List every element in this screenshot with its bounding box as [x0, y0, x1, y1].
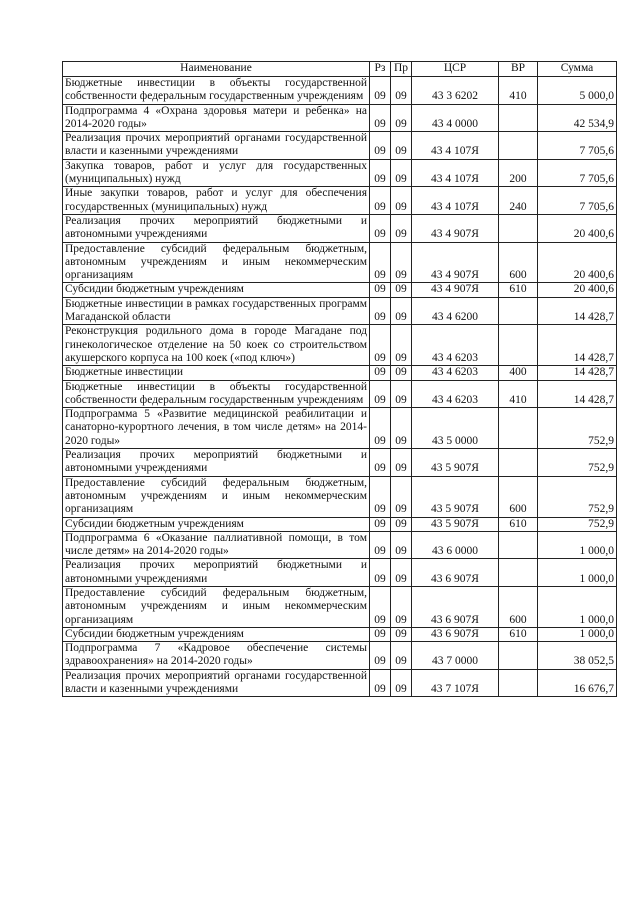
cell-csr: 43 3 6202: [412, 77, 499, 105]
cell-sum: 1 000,0: [538, 586, 617, 627]
cell-csr: 43 5 907Я: [412, 449, 499, 477]
cell-name: Реконструкция родильного дома в городе Магадане под гинекологическое отделение на 50 коек со строительством акушерского корпуса на 100 коек («под ключ»): [63, 325, 370, 366]
cell-name: Предоставление субсидий федеральным бюджетным, автономным учреждениям и иным некоммерческим организациям: [63, 586, 370, 627]
cell-pr: 09: [391, 627, 412, 641]
cell-sum: 1 000,0: [538, 531, 617, 559]
cell-name: Бюджетные инвестиции в рамках государственных программ Магаданской области: [63, 297, 370, 325]
cell-rz: 09: [370, 531, 391, 559]
table-row: [63, 559, 617, 587]
cell-pr: 09: [391, 517, 412, 531]
cell-csr: 43 6 907Я: [412, 559, 499, 587]
cell-pr: 09: [391, 159, 412, 187]
table-row: [63, 531, 617, 559]
cell-name: Предоставление субсидий федеральным бюджетным, автономным учреждениям и иным некоммерческим организациям: [63, 242, 370, 283]
table-row: [63, 77, 617, 105]
cell-rz: 09: [370, 283, 391, 297]
cell-sum: 5 000,0: [538, 77, 617, 105]
cell-sum: 14 428,7: [538, 297, 617, 325]
cell-rz: 09: [370, 408, 391, 449]
cell-pr: 09: [391, 283, 412, 297]
cell-csr: 43 4 6203: [412, 325, 499, 366]
cell-name: Подпрограмма 7 «Кадровое обеспечение системы здравоохранения» на 2014-2020 годы»: [63, 642, 370, 670]
table-row: [63, 627, 617, 641]
cell-rz: 09: [370, 77, 391, 105]
cell-name: Подпрограмма 6 «Оказание паллиативной помощи, в том числе детям» на 2014-2020 годы»: [63, 531, 370, 559]
cell-rz: 09: [370, 159, 391, 187]
cell-csr: 43 4 6200: [412, 297, 499, 325]
header-rz: Рз: [370, 62, 391, 77]
cell-name: Бюджетные инвестиции: [63, 366, 370, 380]
cell-sum: 14 428,7: [538, 366, 617, 380]
cell-rz: 09: [370, 242, 391, 283]
cell-rz: 09: [370, 380, 391, 408]
cell-rz: 09: [370, 187, 391, 215]
cell-vr: 400: [499, 366, 538, 380]
cell-vr: 200: [499, 159, 538, 187]
cell-vr: 610: [499, 627, 538, 641]
cell-csr: 43 7 107Я: [412, 669, 499, 697]
cell-csr: 43 4 6203: [412, 380, 499, 408]
cell-sum: 752,9: [538, 408, 617, 449]
cell-name: Предоставление субсидий федеральным бюджетным, автономным учреждениям и иным некоммерческим организациям: [63, 476, 370, 517]
cell-vr: [499, 642, 538, 670]
cell-name: Реализация прочих мероприятий органами государственной власти и казенными учреждениями: [63, 669, 370, 697]
cell-sum: 7 705,6: [538, 159, 617, 187]
cell-vr: [499, 669, 538, 697]
cell-name: Подпрограмма 4 «Охрана здоровья матери и ребенка» на 2014-2020 годы»: [63, 104, 370, 132]
cell-csr: 43 6 907Я: [412, 586, 499, 627]
cell-sum: 752,9: [538, 517, 617, 531]
cell-sum: 20 400,6: [538, 214, 617, 242]
cell-pr: 09: [391, 242, 412, 283]
cell-name: Бюджетные инвестиции в объекты государственной собственности федеральным государственным учреждениям: [63, 77, 370, 105]
cell-sum: 14 428,7: [538, 325, 617, 366]
header-vr: ВР: [499, 62, 538, 77]
cell-rz: 09: [370, 669, 391, 697]
cell-pr: 09: [391, 531, 412, 559]
table-row: [63, 642, 617, 670]
cell-name: Иные закупки товаров, работ и услуг для обеспечения государственных (муниципальных) нужд: [63, 187, 370, 215]
cell-pr: 09: [391, 408, 412, 449]
header-csr: ЦСР: [412, 62, 499, 77]
table-header-row: [63, 62, 617, 77]
cell-vr: [499, 325, 538, 366]
cell-name: Бюджетные инвестиции в объекты государственной собственности федеральным государственным учреждениям: [63, 380, 370, 408]
cell-pr: 09: [391, 297, 412, 325]
cell-rz: 09: [370, 325, 391, 366]
cell-vr: 600: [499, 242, 538, 283]
cell-name: Закупка товаров, работ и услуг для государственных (муниципальных) нужд: [63, 159, 370, 187]
cell-csr: 43 4 107Я: [412, 132, 499, 160]
cell-csr: 43 4 907Я: [412, 283, 499, 297]
cell-vr: 600: [499, 476, 538, 517]
cell-rz: 09: [370, 104, 391, 132]
cell-name: Реализация прочих мероприятий органами государственной власти и казенными учреждениями: [63, 132, 370, 160]
cell-sum: 7 705,6: [538, 132, 617, 160]
cell-pr: 09: [391, 132, 412, 160]
cell-sum: 20 400,6: [538, 283, 617, 297]
cell-rz: 09: [370, 559, 391, 587]
table-row: [63, 517, 617, 531]
cell-vr: 240: [499, 187, 538, 215]
cell-rz: 09: [370, 517, 391, 531]
cell-csr: 43 5 907Я: [412, 517, 499, 531]
cell-pr: 09: [391, 586, 412, 627]
cell-rz: 09: [370, 627, 391, 641]
cell-csr: 43 4 907Я: [412, 242, 499, 283]
table-row: [63, 669, 617, 697]
cell-rz: 09: [370, 449, 391, 477]
table-row: [63, 408, 617, 449]
cell-csr: 43 5 907Я: [412, 476, 499, 517]
header-sum: Сумма: [538, 62, 617, 77]
header-name: Наименование: [63, 62, 370, 77]
cell-vr: [499, 297, 538, 325]
cell-rz: 09: [370, 642, 391, 670]
cell-pr: 09: [391, 669, 412, 697]
cell-name: Подпрограмма 5 «Развитие медицинской реабилитации и санаторно-курортного лечения, в том числе детям» на 2014-2020 годы»: [63, 408, 370, 449]
cell-rz: 09: [370, 476, 391, 517]
table-row: [63, 242, 617, 283]
cell-pr: 09: [391, 642, 412, 670]
cell-pr: 09: [391, 214, 412, 242]
cell-vr: 610: [499, 517, 538, 531]
cell-pr: 09: [391, 366, 412, 380]
cell-pr: 09: [391, 187, 412, 215]
table-row: [63, 214, 617, 242]
cell-name: Субсидии бюджетным учреждениям: [63, 627, 370, 641]
cell-name: Реализация прочих мероприятий бюджетными и автономными учреждениями: [63, 449, 370, 477]
cell-csr: 43 5 0000: [412, 408, 499, 449]
header-pr: Пр: [391, 62, 412, 77]
table-body: [63, 77, 617, 697]
cell-rz: 09: [370, 132, 391, 160]
table-row: [63, 325, 617, 366]
cell-sum: 42 534,9: [538, 104, 617, 132]
cell-vr: [499, 104, 538, 132]
cell-sum: 752,9: [538, 449, 617, 477]
cell-vr: [499, 408, 538, 449]
cell-name: Субсидии бюджетным учреждениям: [63, 283, 370, 297]
cell-vr: 410: [499, 380, 538, 408]
table-row: [63, 283, 617, 297]
table-row: [63, 159, 617, 187]
cell-vr: 600: [499, 586, 538, 627]
cell-sum: 16 676,7: [538, 669, 617, 697]
cell-csr: 43 4 907Я: [412, 214, 499, 242]
table-row: [63, 104, 617, 132]
table-row: [63, 366, 617, 380]
cell-name: Субсидии бюджетным учреждениям: [63, 517, 370, 531]
budget-table: [62, 61, 617, 697]
table-row: [63, 380, 617, 408]
cell-vr: 610: [499, 283, 538, 297]
cell-name: Реализация прочих мероприятий бюджетными и автономными учреждениями: [63, 214, 370, 242]
cell-vr: [499, 449, 538, 477]
cell-sum: 1 000,0: [538, 559, 617, 587]
cell-rz: 09: [370, 214, 391, 242]
cell-sum: 1 000,0: [538, 627, 617, 641]
cell-rz: 09: [370, 366, 391, 380]
cell-pr: 09: [391, 380, 412, 408]
table-row: [63, 449, 617, 477]
cell-pr: 09: [391, 559, 412, 587]
cell-csr: 43 4 107Я: [412, 159, 499, 187]
cell-sum: 7 705,6: [538, 187, 617, 215]
cell-csr: 43 7 0000: [412, 642, 499, 670]
cell-sum: 14 428,7: [538, 380, 617, 408]
cell-vr: [499, 531, 538, 559]
cell-sum: 38 052,5: [538, 642, 617, 670]
cell-csr: 43 6 0000: [412, 531, 499, 559]
cell-rz: 09: [370, 297, 391, 325]
cell-rz: 09: [370, 586, 391, 627]
cell-vr: [499, 214, 538, 242]
cell-sum: 20 400,6: [538, 242, 617, 283]
cell-csr: 43 4 6203: [412, 366, 499, 380]
cell-csr: 43 4 0000: [412, 104, 499, 132]
cell-vr: [499, 559, 538, 587]
table-row: [63, 586, 617, 627]
cell-pr: 09: [391, 104, 412, 132]
table-row: [63, 187, 617, 215]
cell-vr: [499, 132, 538, 160]
table-row: [63, 476, 617, 517]
cell-pr: 09: [391, 325, 412, 366]
cell-pr: 09: [391, 476, 412, 517]
cell-sum: 752,9: [538, 476, 617, 517]
cell-csr: 43 4 107Я: [412, 187, 499, 215]
cell-name: Реализация прочих мероприятий бюджетными и автономными учреждениями: [63, 559, 370, 587]
document-page: [62, 61, 616, 697]
cell-csr: 43 6 907Я: [412, 627, 499, 641]
table-row: [63, 297, 617, 325]
table-row: [63, 132, 617, 160]
cell-pr: 09: [391, 77, 412, 105]
cell-vr: 410: [499, 77, 538, 105]
cell-pr: 09: [391, 449, 412, 477]
